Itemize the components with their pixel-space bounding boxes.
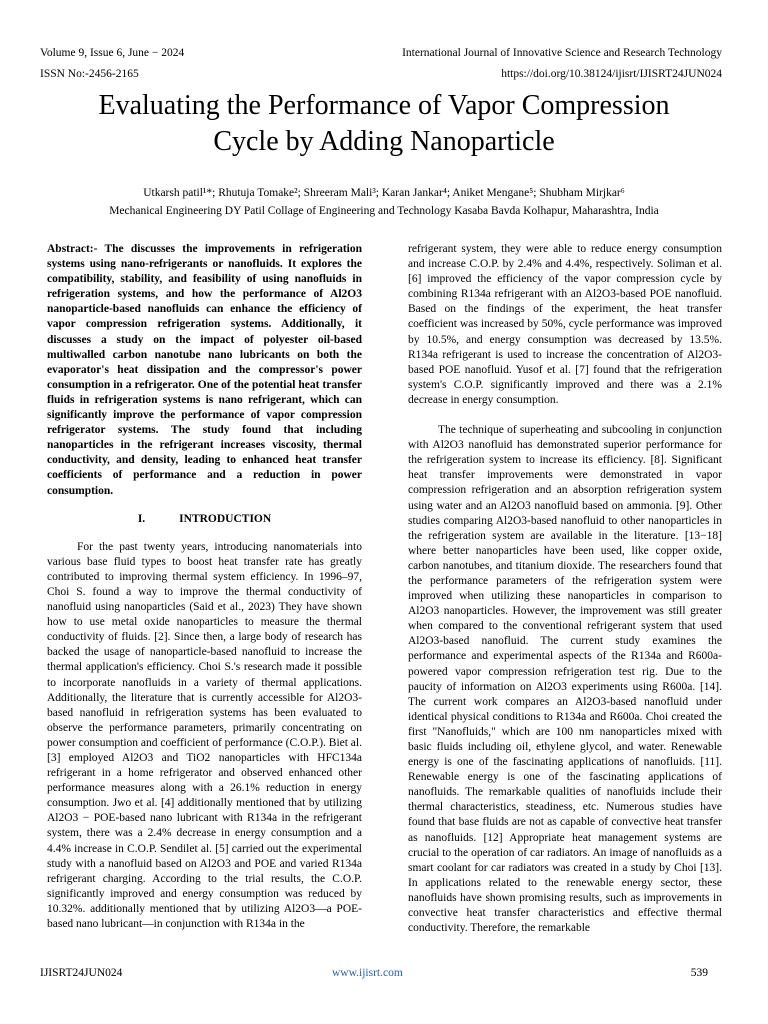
paper-title xyxy=(40,88,728,160)
right-column xyxy=(408,242,722,936)
title-line-2: Cycle by Adding Nanoparticle xyxy=(213,126,555,157)
left-column xyxy=(47,242,362,932)
author-block xyxy=(40,184,728,220)
section-title: INTRODUCTION xyxy=(179,512,272,525)
abstract-paragraph: Abstract:- The discusses the improvements in refrigeration systems using nano-refrigerants or nanofluids. It explores the compatibility, stability, and feasibility of using nanofluids in refrigeration systems, and how the performance of Al2O3 nanoparticle-based nanofluids can enhance the efficiency of vapor compression refrigeration systems. Additionally, it discusses a study on the impact of polyester oil-based multiwalled carbon nanotube nano lubricants on both the evaporator's heat dissipation and the compressor's power consumption in a refrigerator. One of the potential heat transfer fluids in refrigeration systems is nano refrigerant, which can significantly improve the performance of vapor compression refrigerator systems. The study found that including nanoparticles in the refrigerant increases viscosity, thermal conductivity, and density, leading to enhanced heat transfer coefficients of performance and a reduction in power consumption. xyxy=(47,243,362,497)
section-number: I. xyxy=(137,512,146,525)
footer-id: IJISRT24JUN024 xyxy=(40,967,123,979)
page-number: 539 xyxy=(690,967,708,979)
authors-line: Utkarsh patil¹*; Rhutuja Tomake²; Shreeram Mali³; Karan Jankar⁴; Aniket Mengane⁵; Shubham Mirjkar⁶ xyxy=(143,187,625,199)
affiliation-line: Mechanical Engineering DY Patil Collage of Engineering and Technology Kasaba Bavda Kolhapur, Maharashtra, India xyxy=(109,205,659,217)
intro-paragraph-1: For the past twenty years, introducing nanomaterials into various base fluid types to boost heat transfer rate has greatly contributed to improving thermal system efficiency. In 1996–97, Choi S. found a way to improve the thermal conductivity of nanofluid using nanoparticles (Said et al., 2023) They have shown how to use metal oxide nanoparticles to measure the thermal conductivity of fluids. [2]. Since then, a large body of research has backed the usage of nanoparticle-based nanofluid to increase the thermal application's efficiency. Choi S.'s research made it possible to incorporate nanofluids in a variety of thermal applications. Additionally, the literature that is currently accessible for Al2O3-based nanofluid in refrigeration systems has been evaluated to observe the performance parameters, primarily concentrating on power consumption and coefficient of performance (C.O.P.). Biet al. [3] employed Al2O3 and TiO2 nanoparticles with HFC134a refrigerant in a home refrigerator and observed enhanced other performance measures along with a 26.1% reduction in energy consumption. Jwo et al. [4] additionally mentioned that by utilizing Al2O3 − POE-based nano lubricant with R134a in the refrigerant system, there was a 2.4% decrease in energy consumption and a 4.4% increase in C.O.P. Sendilet al. [5] carried out the experimental study with a nanofluid based on Al2O3 and POE and varied R134a refrigerant charging. According to the trial results, the C.O.P. significantly improved and energy consumption was reduced by 10.32%. additionally mentioned that by utilizing Al2O3—a POE-based nano lubricant—in conjunction with R134a in the xyxy=(47,540,362,931)
header-volume: Volume 9, Issue 6, June − 2024 xyxy=(40,47,185,59)
header-doi: https://doi.org/10.38124/ijisrt/IJISRT24JUN024 xyxy=(501,68,722,80)
section-heading xyxy=(47,512,362,527)
title-line-1: Evaluating the Performance of Vapor Compression xyxy=(98,90,670,121)
footer-website-link[interactable]: www.ijisrt.com xyxy=(332,967,403,979)
intro-paragraph-2: The technique of superheating and subcooling in conjunction with Al2O3 nanofluid has demonstrated superior performance for the refrigeration system to increase its efficiency. [8]. Significant heat transfer improvements were demonstrated in vapor compression refrigeration and an absorption refrigeration system using water and an Al2O3 nanofluid based on ammonia. [9]. Other studies comparing Al2O3-based nanofluid to other nanoparticles in the refrigeration system are available in the literature. [13−18] where better nanoparticles have been used, like copper oxide, carbon nanotubes, and titanium dioxide. The researchers found that the performance parameters of the refrigeration system were improved when utilizing these nanoparticles in comparison to Al2O3 nanoparticles. However, the improvement was still greater when compared to the conventional refrigerant system that used Al2O3-based nanofluid. The current study examines the performance and experimental aspects of the R134a and R600a-powered vapor compression refrigeration test rig. Due to the paucity of information on Al2O3 experiments using R600a. [14]. The current work compares an Al2O3-based nanofluid under identical physical conditions to R134a and R600a. Choi created the first "Nanofluids," which are 100 nm nanoparticles mixed with basic fluids including oil, ethylene glycol, and water. Renewable energy is one of the fascinating applications of nanofluids. [11]. Renewable energy is one of the fascinating applications of nanofluids. The remarkable qualities of nanofluids include their thermal characteristics, steadiness, etc. Numerous studies have found that base fluids are not as capable of convective heat transfer as nanofluids. [12] Appropriate heat management systems are crucial to the operation of car radiators. An image of nanofluids as a smart coolant for car radiators was created in a study by Choi [13]. In applications related to the renewable energy sector, these nanofluids have shown promising results, such as improvements in convective heat transfer characteristics and effective thermal conductivity. Therefore, the remarkable xyxy=(408,424,722,935)
header-journal: International Journal of Innovative Science and Research Technology xyxy=(402,47,722,59)
header-issn: ISSN No:-2456-2165 xyxy=(40,68,139,80)
intro-paragraph-continued: refrigerant system, they were able to reduce energy consumption and increase C.O.P. by 2.4% and 4.4%, respectively. Soliman et al. [6] improved the efficiency of the vapor compression cycle by combining R134a refrigerant with an Al2O3-based POE nanofluid. Based on the findings of the experiment, the heat transfer coefficient was increased by 50%, cycle performance was improved by 10.5%, and energy consumption was decreased by 13.5%. R134a refrigerant is used to increase the concentration of Al2O3-based POE nanofluid. Yusof et al. [7] found that the refrigeration system's C.O.P. significantly improved and there was a 2.1% decrease in energy consumption. xyxy=(408,243,722,406)
